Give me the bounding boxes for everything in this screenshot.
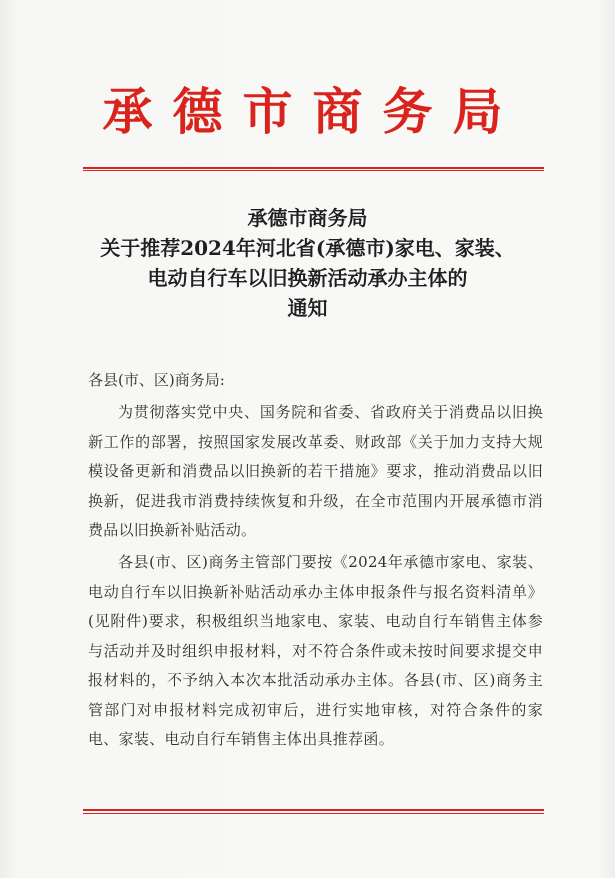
title-line-3: 电动自行车以旧换新活动承办主体的	[147, 266, 468, 290]
red-divider-top-thin	[83, 170, 544, 171]
addressee: 各县(市、区)商务局:	[88, 371, 225, 389]
red-divider-bottom	[83, 809, 544, 811]
red-divider-top	[83, 167, 544, 169]
title-line-2: 关于推荐2024年河北省(承德市)家电、家装、	[100, 236, 515, 260]
agency-red-header: 承德市商务局	[102, 82, 523, 141]
title-line-4: 通知	[287, 296, 328, 320]
body-paragraph-2: 各县(市、区)商务主管部门要按《2024年承德市家电、家装、电动自行车以旧换新补贴活动承办主体申报条件与报名资料清单》(见附件)要求，积极组织当地家电、家装、电动自行车销售主体参与活动并及时组织申报材料，对不符合条件或未按时间要求提交申报材料的，不予纳入本次本批活动承办主体。各县(市、区)商务主管部门对申报材料完成初审后，进行实地审核，对符合条件的家电、家装、电动自行车销售主体出具推荐函。	[88, 553, 543, 748]
title-line-1: 承德市商务局	[247, 206, 368, 230]
body-paragraph-1: 为贯彻落实党中央、国务院和省委、省政府关于消费品以旧换新工作的部署，按照国家发展改革委、财政部《关于加力支持大规模设备更新和消费品以旧换新的若干措施》要求，推动消费品以旧换新，促进我市消费持续恢复和升级，在全市范围内开展承德市消费品以旧换新补贴活动。	[88, 403, 543, 539]
document-title	[60, 203, 555, 323]
red-divider-bottom-thin	[83, 813, 544, 814]
